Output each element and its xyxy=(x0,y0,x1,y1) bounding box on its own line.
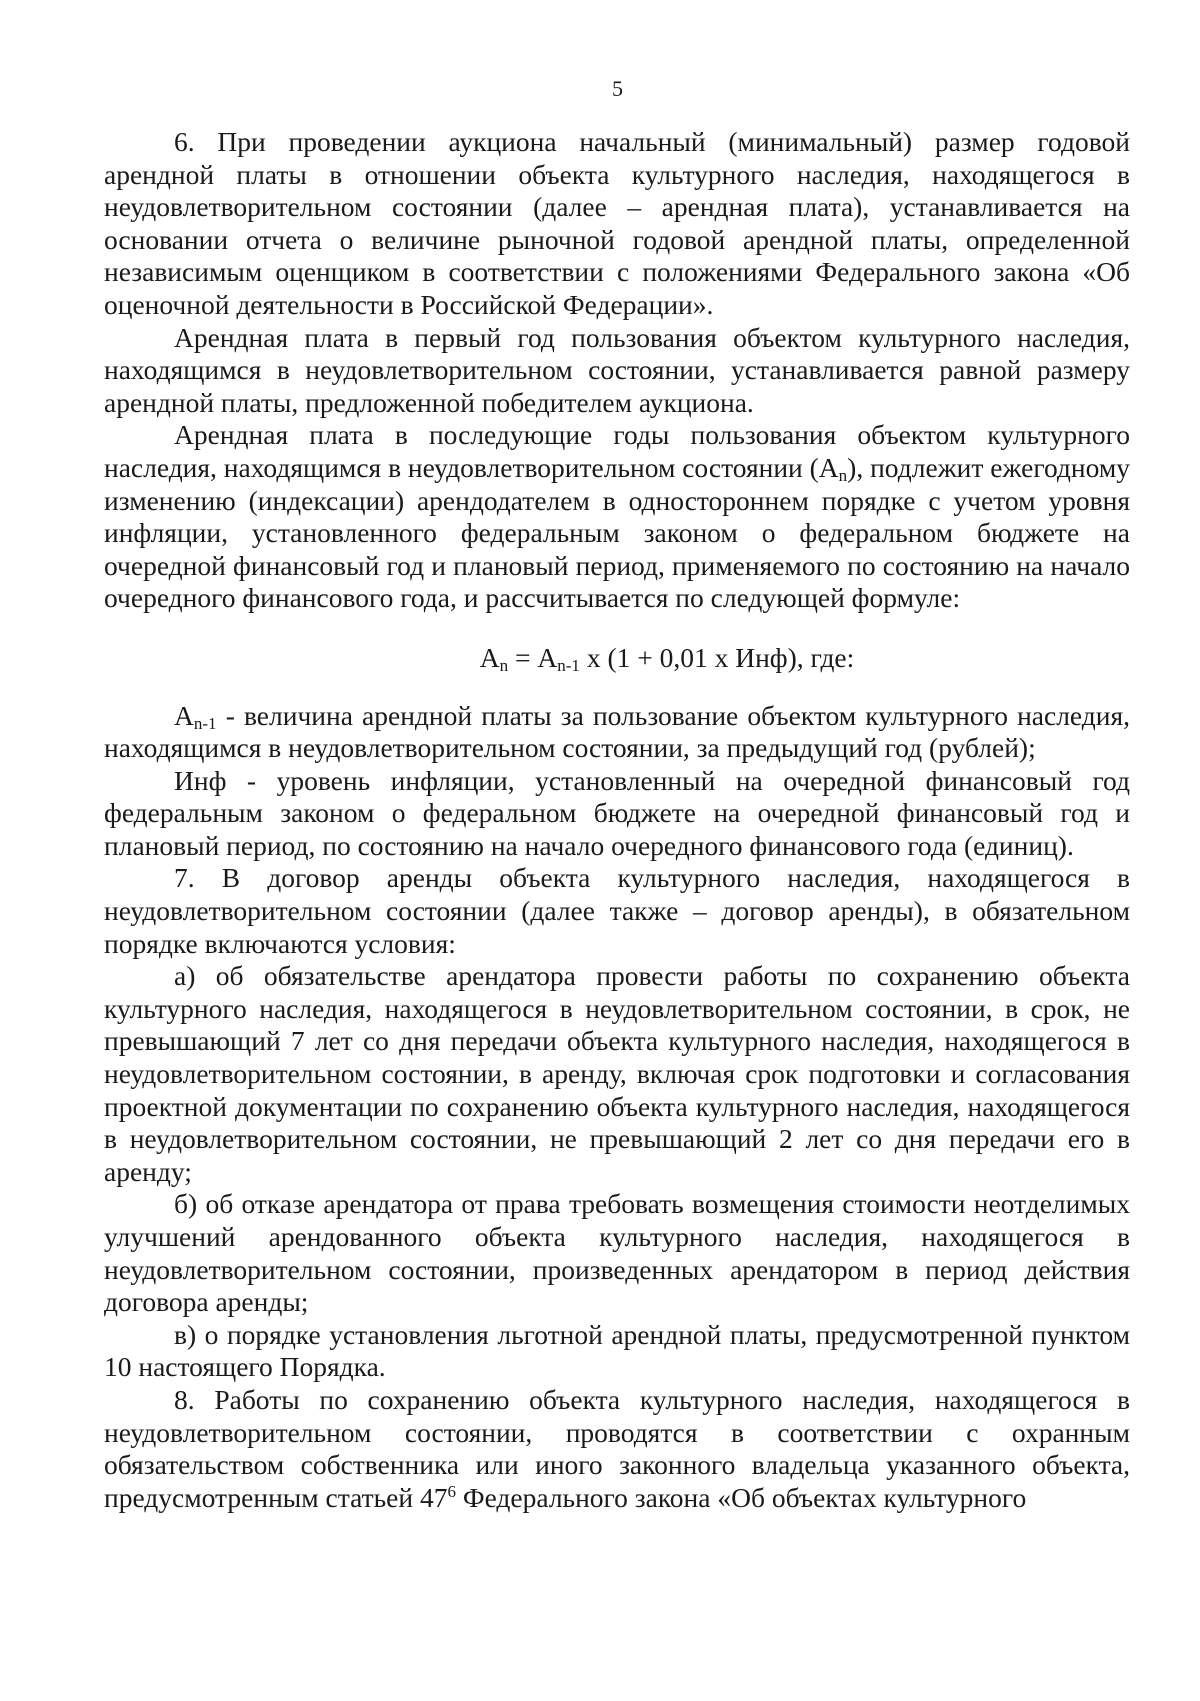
subscript-n: n xyxy=(838,465,848,485)
paragraph-first-year-rent: Арендная плата в первый год пользования объектом культурного наследия, находящимся в неудовлетворительном состоянии, устанавливается равной размеру арендной платы, предложенной победителем аукциона. xyxy=(104,321,1130,418)
definition-inflation: Инф - уровень инфляции, установленный на очередной финансовый год федеральным законом о федеральном бюджете на очередной финансовый год и плановый период, по состоянию на начало очередного финансового года (единиц). xyxy=(104,764,1130,861)
paragraph-7-a: а) об обязательстве арендатора провести работы по сохранению объекта культурного наследия, находящегося в неудовлетворительном состоянии, в срок, не превышающий 7 лет со дня передачи объекта культурного наследия, находящегося в неудовлетворительном состоянии, в аренду, включая срок подготовки и согласования проектной документации по сохранению объекта культурного наследия, находящегося в неудовлетворительном состоянии, не превышающий 2 лет со дня передачи его в аренду; xyxy=(104,960,1130,1187)
definition-symbol: А xyxy=(174,699,194,731)
paragraph-7-c: в) о порядке установления льготной арендной платы, предусмотренной пунктом 10 настоящего Порядка. xyxy=(104,1318,1130,1383)
paragraph-indexation-text-after: ), подлежит ежегодному изменению (индексации) арендодателем в одностороннем порядке с учетом уровня инфляции, установленного федеральным законом о федеральном бюджете на очередной финансовый год и плановый период, применяемого по состоянию на начало очередного финансового года, и рассчитывается по следующей формуле: xyxy=(104,451,1130,614)
definition-symbol-subscript: n-1 xyxy=(193,713,217,733)
formula-equals: = А xyxy=(508,641,558,673)
page-number: 5 xyxy=(612,76,623,101)
formula-rest: x (1 + 0,01 x Инф), где: xyxy=(579,641,855,673)
formula-rhs-subscript: n-1 xyxy=(557,655,580,675)
formula-lhs: А xyxy=(479,641,500,673)
paragraph-8 xyxy=(104,1384,1130,1514)
rent-formula xyxy=(104,642,1130,675)
formula-lhs-subscript: n xyxy=(499,655,509,675)
document-body xyxy=(104,126,1130,1514)
paragraph-8-text-before: 8. Работы по сохранению объекта культурного наследия, находящегося в неудовлетворительном состоянии, проводятся в соответствии с охранным обязательством собственника или иного законного владельца указанного объекта, предусмотренным статьей 47 xyxy=(104,1383,1130,1513)
definition-text: - величина арендной платы за пользование объектом культурного наследия, находящимся в неудовлетворительном состоянии, за предыдущий год (рублей); xyxy=(104,699,1130,764)
paragraph-8-text-after: Федерального закона «Об объектах культурного xyxy=(455,1481,1027,1513)
paragraph-6: 6. При проведении аукциона начальный (минимальный) размер годовой арендной платы в отношении объекта культурного наследия, находящегося в неудовлетворительном состоянии (далее – арендная плата), устанавливается на основании отчета о величине рыночной годовой арендной платы, определенной независимым оценщиком в соответствии с положениями Федерального закона «Об оценочной деятельности в Российской Федерации». xyxy=(104,126,1130,320)
paragraph-7: 7. В договор аренды объекта культурного наследия, находящегося в неудовлетворительном состоянии (далее также – договор аренды), в обязательном порядке включаются условия: xyxy=(104,862,1130,959)
paragraph-indexation-text-before: Арендная плата в последующие годы пользования объектом культурного наследия, находящимся в неудовлетворительном состоянии (А xyxy=(104,419,1130,483)
paragraph-7-b: б) об отказе арендатора от права требовать возмещения стоимости неотделимых улучшений арендованного объекта культурного наследия, находящегося в неудовлетворительном состоянии, произведенных арендатором в период действия договора аренды; xyxy=(104,1188,1130,1318)
superscript-6: 6 xyxy=(447,1481,456,1501)
paragraph-indexation xyxy=(104,419,1130,615)
definition-previous-rent xyxy=(104,700,1130,765)
